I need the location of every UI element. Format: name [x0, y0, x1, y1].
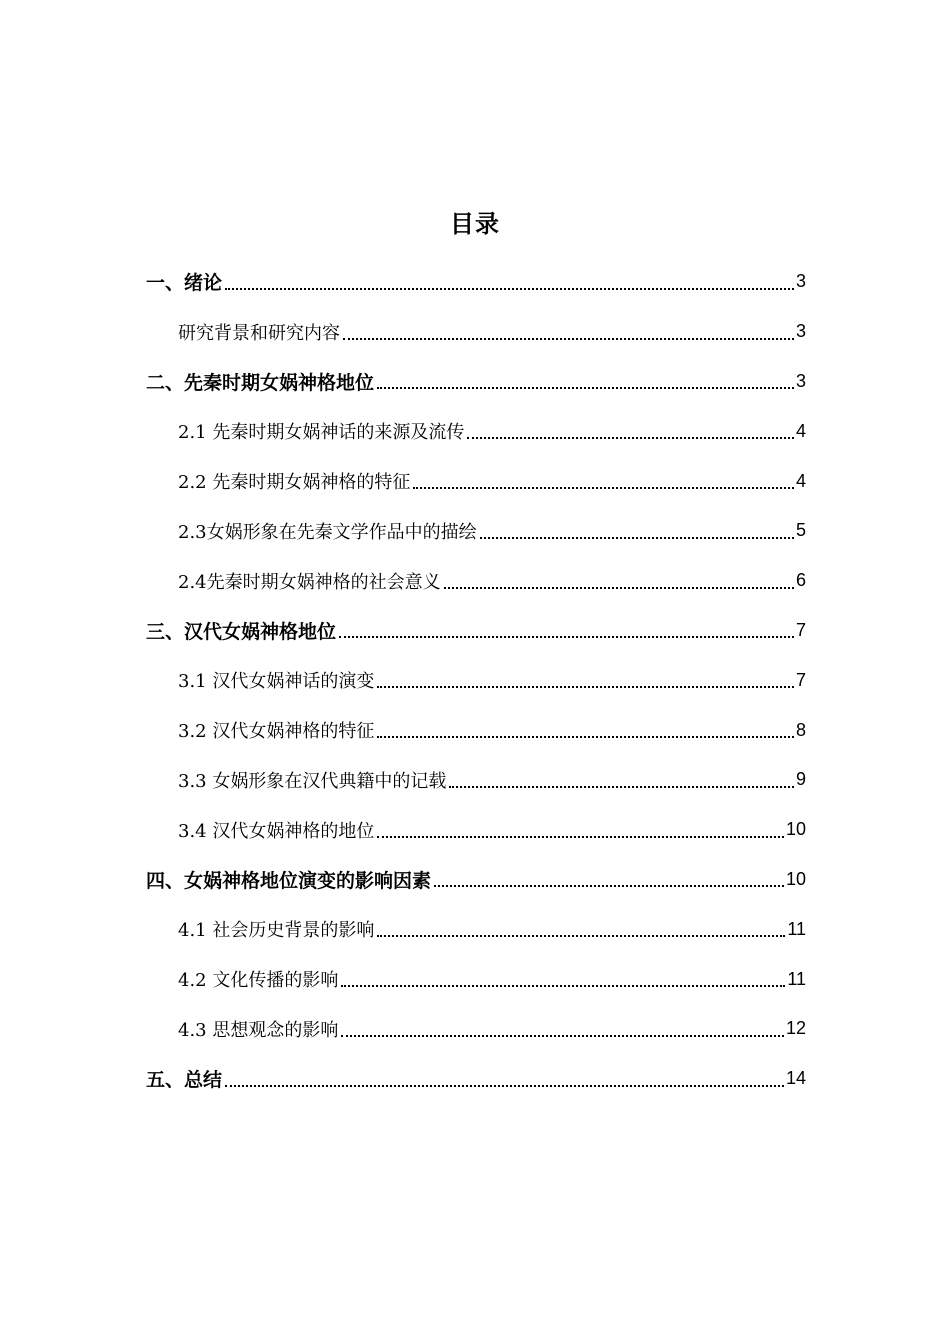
toc-dot-leader [225, 288, 794, 290]
toc-page-number: 7 [795, 669, 806, 690]
toc-page-number: 11 [787, 918, 806, 939]
toc-entry-label: 4.1 社会历史背景的影响 [178, 916, 375, 942]
toc-entry-label: 四、女娲神格地位演变的影响因素 [146, 866, 432, 893]
toc-entry-label: 2.3女娲形象在先秦文学作品中的描绘 [178, 518, 478, 544]
toc-title: 目录 [450, 210, 500, 238]
toc-entry-conclusion[interactable] [146, 1054, 806, 1104]
toc-dot-leader [480, 537, 794, 539]
toc-entry-influencing-factors[interactable] [146, 855, 806, 905]
toc-entry-label: 4.3 思想观念的影响 [178, 1016, 339, 1042]
toc-dot-leader [377, 935, 785, 937]
toc-entry-label: 3.3 女娲形象在汉代典籍中的记载 [178, 767, 447, 793]
toc-entry-3-4[interactable] [146, 805, 806, 855]
toc-dot-leader [377, 387, 794, 389]
toc-entry-label: 3.1 汉代女娲神话的演变 [178, 667, 375, 693]
toc-entry-pre-qin-status[interactable] [146, 357, 806, 407]
toc-entry-label: 2.2 先秦时期女娲神格的特征 [178, 468, 411, 494]
toc-dot-leader [225, 1085, 784, 1087]
toc-dot-leader [413, 487, 794, 489]
toc-entry-label: 研究背景和研究内容 [178, 319, 341, 345]
toc-page-number: 10 [785, 819, 806, 840]
toc-page-number: 10 [785, 868, 806, 889]
toc-page-number: 14 [785, 1068, 806, 1089]
toc-entry-label: 4.2 文化传播的影响 [178, 966, 339, 992]
toc-page-number: 4 [795, 420, 806, 441]
toc-entry-introduction[interactable] [146, 257, 806, 307]
toc-entry-label: 二、先秦时期女娲神格地位 [146, 368, 375, 395]
toc-dot-leader [434, 885, 784, 887]
toc-dot-leader [377, 736, 794, 738]
toc-entry-2-2[interactable] [146, 456, 806, 506]
toc-entry-label: 2.4先秦时期女娲神格的社会意义 [178, 568, 442, 594]
toc-entry-label: 3.2 汉代女娲神格的特征 [178, 717, 375, 743]
toc-dot-leader [377, 686, 794, 688]
toc-dot-leader [339, 636, 794, 638]
toc-entry-3-1[interactable] [146, 655, 806, 705]
toc-page-number: 6 [795, 570, 806, 591]
toc-entry-3-2[interactable] [146, 705, 806, 755]
toc-entry-han-status[interactable] [146, 606, 806, 656]
toc-entry-label: 一、绪论 [146, 268, 223, 295]
toc-dot-leader [449, 786, 794, 788]
toc-entry-2-1[interactable] [146, 406, 806, 456]
toc-entry-2-3[interactable] [146, 506, 806, 556]
toc-dot-leader [444, 587, 794, 589]
toc-entry-label: 3.4 汉代女娲神格的地位 [178, 817, 375, 843]
toc-entry-4-2[interactable] [146, 954, 806, 1004]
toc-dot-leader [341, 985, 785, 987]
toc-page-number: 12 [785, 1018, 806, 1039]
toc-dot-leader [343, 338, 794, 340]
toc-page-number: 7 [795, 619, 806, 640]
toc-page-number: 8 [795, 719, 806, 740]
toc-entry-3-3[interactable] [146, 755, 806, 805]
toc-page-number: 3 [795, 370, 806, 391]
toc-dot-leader [377, 836, 784, 838]
toc-entry-research-background[interactable] [146, 307, 806, 357]
toc-list [146, 257, 806, 1104]
toc-page-number: 11 [787, 968, 806, 989]
toc-entry-2-4[interactable] [146, 556, 806, 606]
toc-dot-leader [467, 437, 794, 439]
toc-entry-label: 三、汉代女娲神格地位 [146, 617, 337, 644]
toc-page-number: 4 [795, 470, 806, 491]
toc-entry-label: 五、总结 [146, 1065, 223, 1092]
toc-page-number: 3 [795, 321, 806, 342]
toc-entry-label: 2.1 先秦时期女娲神话的来源及流传 [178, 418, 465, 444]
toc-page-number: 5 [795, 520, 806, 541]
toc-page-number: 9 [795, 769, 806, 790]
toc-dot-leader [341, 1035, 784, 1037]
toc-page-number: 3 [795, 271, 806, 292]
toc-entry-4-3[interactable] [146, 1004, 806, 1054]
toc-entry-4-1[interactable] [146, 904, 806, 954]
